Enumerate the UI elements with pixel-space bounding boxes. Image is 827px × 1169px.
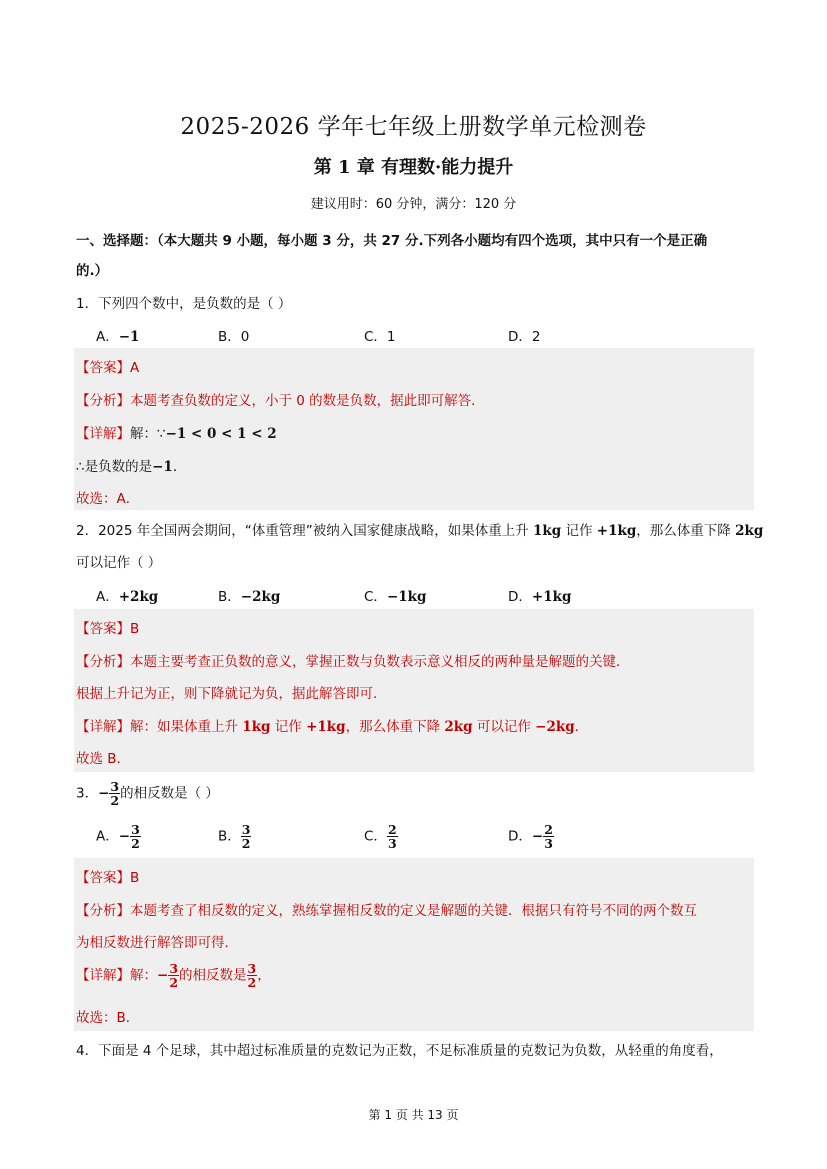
q3-detail-numerator: 3 (169, 961, 179, 976)
q1-final: 故选：A． (76, 491, 140, 507)
q2-detail-m2: +1kg (306, 719, 346, 735)
q3-option-a-numerator: 3 (131, 822, 140, 837)
q3-stem-fraction (109, 780, 120, 807)
q1-answer-tag: 【答案】 (76, 360, 130, 376)
q2-detail-e: ． (574, 719, 589, 735)
q3-option-c (364, 823, 398, 850)
q1-option-c: C．1 (364, 329, 396, 345)
section-heading-line2: 的.） (76, 263, 109, 279)
q3-analysis (76, 899, 697, 919)
q2-option-d-label: D． (508, 589, 532, 605)
q1-answer-value: A (130, 360, 140, 376)
q3-detail-fraction (168, 962, 179, 989)
q3-option-d-fraction (543, 823, 554, 850)
q3-detail (76, 962, 271, 989)
q1-option-d: D．2 (508, 329, 541, 345)
q3-detail-tag: 【详解】 (76, 967, 130, 984)
q1-detail-tag: 【详解】 (76, 426, 130, 442)
q2-option-b-label: B． (218, 589, 241, 605)
q3-option-c-fraction (387, 823, 398, 850)
q1-analysis-text: 本题考查负数的定义，小于 0 的数是负数，据此即可解答． (130, 393, 485, 409)
q3-option-a-denominator: 2 (131, 836, 140, 851)
q2-detail (76, 715, 588, 735)
q3-option-b-denominator: 2 (241, 836, 251, 851)
q3-option-a-label: A． (96, 828, 119, 845)
q3-option-c-label: C． (364, 828, 387, 845)
q3-detail-denominator-2: 2 (247, 975, 257, 990)
q1-analysis (76, 389, 485, 409)
q3-answer (76, 866, 139, 886)
q3-stem-numerator: 3 (110, 779, 120, 794)
q2-option-a-value: +2kg (118, 589, 159, 605)
q1-answer (76, 356, 139, 376)
q2-detail-d: 可以记作 (472, 719, 536, 735)
q3-option-d-numerator: 2 (544, 822, 553, 837)
q1-conclusion-pre: ∴是负数的是 (76, 459, 153, 475)
q2-answer-tag: 【答案】 (76, 621, 130, 637)
q2-option-d (508, 585, 571, 605)
q2-detail-m1: 1kg (242, 719, 271, 735)
q3-detail-post: ， (257, 967, 271, 984)
q3-option-d-label: D． (508, 828, 532, 845)
q2-detail-b: 记作 (270, 719, 307, 735)
q3-stem-post: 的相反数是（ ） (120, 785, 219, 802)
q2-option-a (96, 585, 158, 605)
q2-analysis-text: 本题主要考查正负数的意义，掌握正数与负数表示意义相反的两种量是解题的关键． (130, 654, 630, 670)
q3-detail-mid: 的相反数是 (179, 967, 247, 984)
q3-analysis-tag: 【分析】 (76, 903, 130, 919)
q3-option-a (96, 823, 141, 850)
q2-option-c-label: C． (364, 589, 387, 605)
q3-option-d (508, 823, 554, 850)
q3-option-b-numerator: 3 (241, 822, 251, 837)
q3-final: 故选：B． (76, 1010, 140, 1026)
q2-analysis-line2: 根据上升记为正，则下降就记为负，据此解答即可． (76, 686, 387, 702)
page-footer: 第 1 页 共 13 页 (368, 1108, 459, 1122)
q1-detail-math: −1 < 0 < 1 < 2 (165, 426, 277, 442)
q2-analysis-tag: 【分析】 (76, 654, 130, 670)
q1-analysis-tag: 【分析】 (76, 393, 130, 409)
q1-option-a-label: A． (96, 329, 119, 345)
q3-option-b-fraction (241, 823, 252, 850)
q1-option-a (96, 325, 139, 345)
q2-stem-b: 记作 (561, 523, 597, 539)
q1-conclusion-post: ． (172, 459, 187, 475)
page-title: 2025-2026 学年七年级上册数学单元检测卷 (180, 114, 647, 140)
q3-option-b (218, 823, 251, 850)
q2-detail-tag: 【详解】 (76, 719, 130, 735)
q2-stem-a: 2．2025 年全国两会期间，“体重管理”被纳入国家健康战略，如果体重上升 (76, 523, 534, 539)
q2-final: 故选 B． (76, 751, 131, 767)
q3-analysis-line2: 为相反数进行解答即可得． (76, 935, 238, 951)
q2-analysis (76, 650, 630, 670)
q3-detail-pre: 解： (130, 967, 157, 984)
q3-detail-numerator-2: 3 (247, 961, 257, 976)
q2-detail-a: 解：如果体重上升 (130, 719, 243, 735)
q3-option-b-label: B． (218, 828, 241, 845)
q1-option-a-value: −1 (118, 329, 140, 345)
q3-answer-tag: 【答案】 (76, 870, 130, 886)
q1-detail (76, 422, 277, 442)
q3-option-d-sign: − (531, 828, 544, 845)
q2-option-b (218, 585, 280, 605)
q3-detail-fraction-2 (247, 962, 258, 989)
q3-option-c-numerator: 2 (387, 822, 397, 837)
exam-meta: 建议用时：60 分钟，满分：120 分 (310, 197, 517, 212)
q2-option-c-value: −1kg (386, 589, 427, 605)
q2-stem-m2: +1kg (596, 523, 637, 539)
q2-option-d-value: +1kg (531, 589, 572, 605)
q2-stem-c: ，那么体重下降 (636, 523, 736, 539)
chapter-subtitle: 第 1 章 有理数·能力提升 (313, 157, 514, 178)
q3-analysis-text: 本题考查了相反数的定义，熟练掌握相反数的定义是解题的关键．根据只有符号不同的两个数互 (130, 903, 697, 919)
q1-detail-pre: 解：∵ (130, 426, 166, 442)
q1-conclusion (76, 455, 186, 475)
q1-conclusion-math: −1 (152, 459, 173, 475)
section-heading-line1: 一、选择题：（本大题共 9 小题，每小题 3 分，共 27 分.下列各小题均有四个选项，其中只有一个是正确 (76, 233, 708, 249)
q2-answer (76, 617, 139, 637)
q3-stem-denominator: 2 (110, 793, 120, 808)
q2-detail-m4: −2kg (535, 719, 575, 735)
q3-option-c-denominator: 3 (387, 836, 397, 851)
q2-detail-c: ，那么体重下降 (345, 719, 445, 735)
question-2-stem-line1 (76, 519, 763, 539)
q3-stem-sign: − (98, 785, 110, 802)
q3-option-d-denominator: 3 (544, 836, 553, 851)
q2-detail-m3: 2kg (444, 719, 473, 735)
q2-stem-m3: 2kg (735, 523, 764, 539)
question-2-stem-line2: 可以记作（ ） (76, 555, 162, 571)
q2-option-b-value: −2kg (240, 589, 281, 605)
q2-stem-m1: 1kg (533, 523, 562, 539)
q3-option-a-fraction (130, 823, 141, 850)
q2-option-a-label: A． (96, 589, 119, 605)
q1-option-b: B．0 (218, 329, 250, 345)
q3-answer-value: B (130, 870, 140, 886)
q3-option-a-sign: − (118, 828, 131, 845)
q2-answer-value: B (130, 621, 140, 637)
q3-stem-pre: 3． (76, 785, 99, 802)
q3-detail-denominator: 2 (169, 975, 179, 990)
q2-option-c (364, 585, 426, 605)
question-4-stem: 4．下面是 4 个足球，其中超过标准质量的克数记为正数，不足标准质量的克数记为负数，从轻重的角度看， (76, 1043, 723, 1059)
question-3-stem (76, 780, 219, 807)
question-1-stem: 1．下列四个数中，是负数的是（ ） (76, 296, 292, 312)
q3-detail-sign: − (157, 967, 169, 984)
